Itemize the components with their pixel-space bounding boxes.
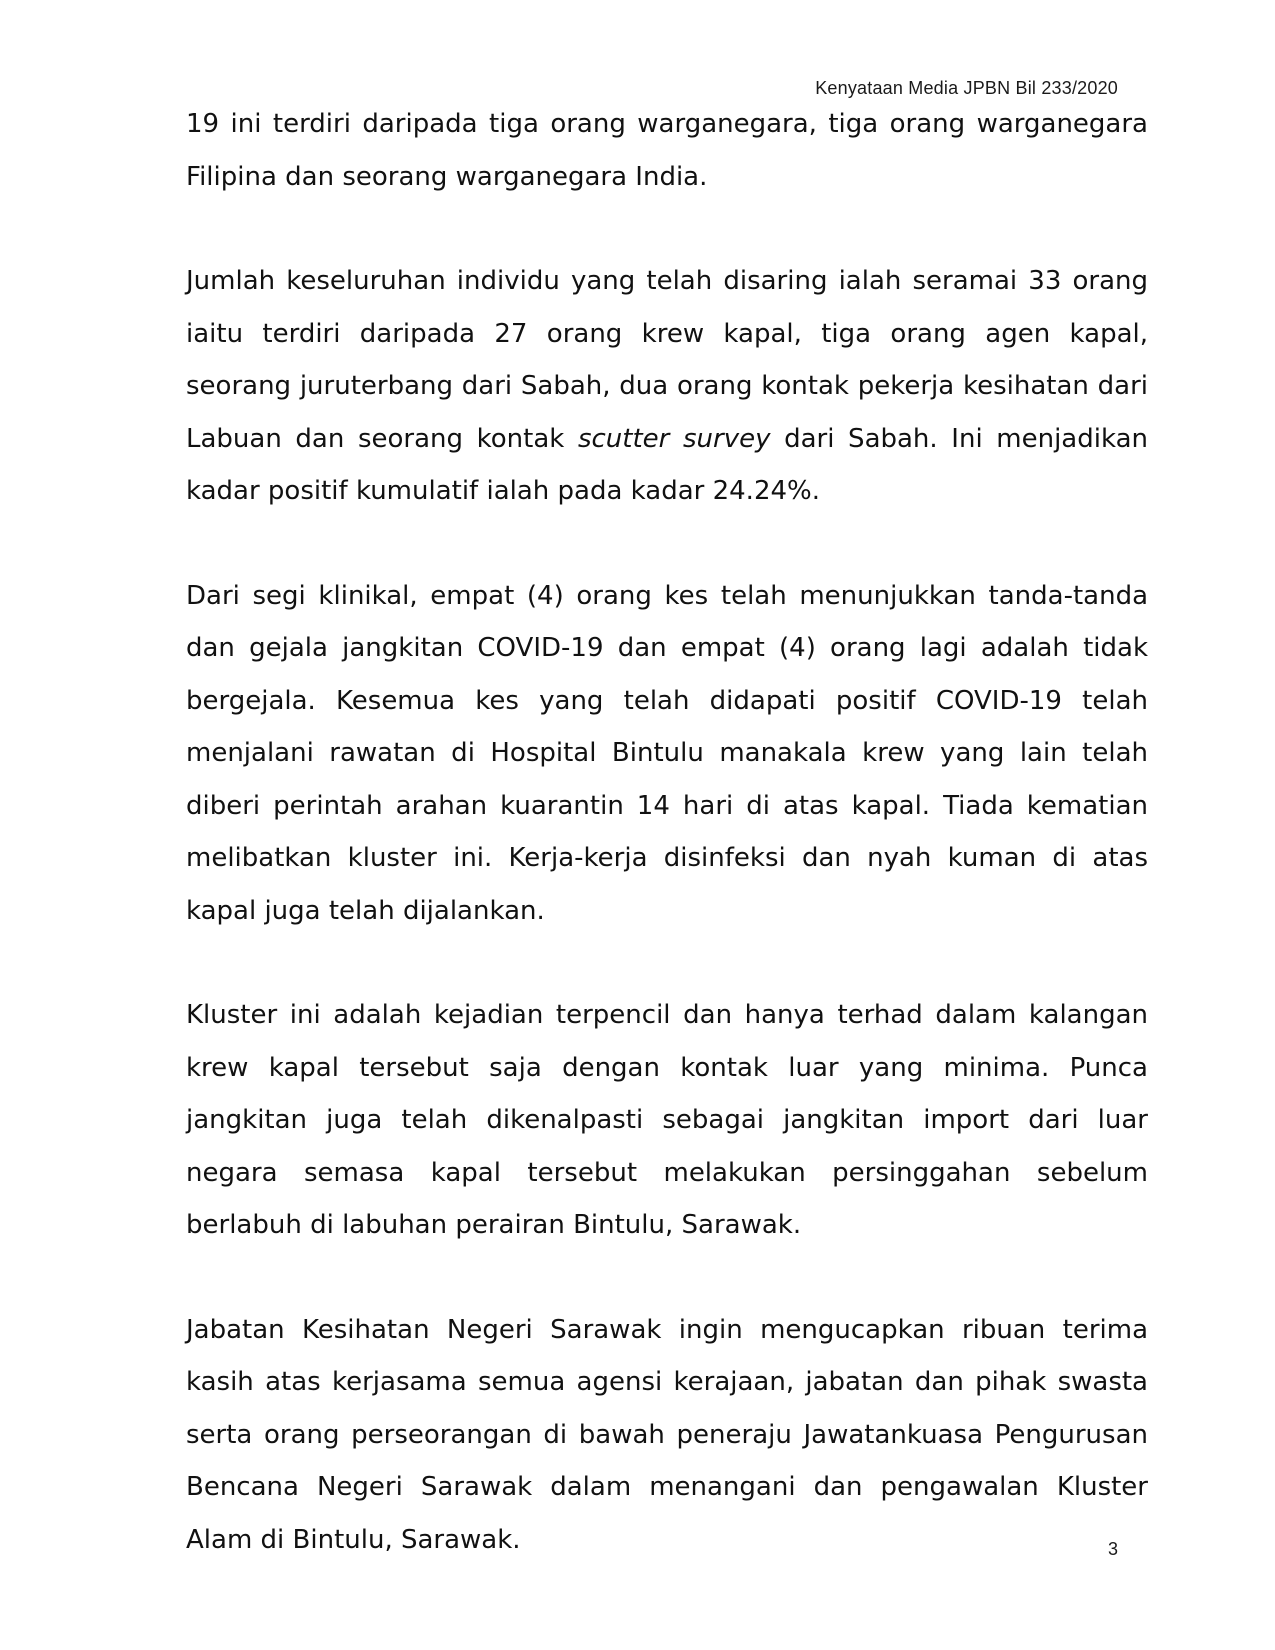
paragraph-nationality-breakdown: 19 ini terdiri daripada tiga orang warganegara, tiga orang warganegara Filipina dan seorang warganegara India. (186, 109, 1148, 192)
paragraph-screening-italic-term: scutter survey (577, 423, 771, 454)
paragraph-screening-text-before: Jumlah keseluruhan individu yang telah disaring ialah seramai 33 orang iaitu terdiri daripada 27 orang krew kapal, tiga orang agen kapal, seorang juruterbang dari Sabah, dua orang kontak pekerja kesihatan dari Labuan dan seorang kontak (186, 266, 1148, 454)
paragraph-screening-text-after: dari Sabah. Ini menjadikan kadar positif kumulatif ialah pada kadar 24.24%. (186, 423, 1148, 506)
paragraph-clinical-status: Dari segi klinikal, empat (4) orang kes telah menunjukkan tanda-tanda dan gejala jangkitan COVID-19 dan empat (4) orang lagi adalah tidak bergejala. Kesemua kes yang telah didapati positif COVID-19 telah menjalani rawatan di Hospital Bintulu manakala krew yang lain telah diberi perintah arahan kuarantin 14 hari di atas kapal. Tiada kematian melibatkan kluster ini. Kerja-kerja disinfeksi dan nyah kuman di atas kapal juga telah dijalankan. (186, 580, 1148, 926)
document-reference-header: Kenyataan Media JPBN Bil 233/2020 (815, 78, 1118, 98)
page-number: 3 (1107, 1539, 1118, 1559)
paragraph-screening-summary (186, 255, 1148, 518)
document-body (186, 98, 1148, 1618)
paragraph-cluster-origin: Kluster ini adalah kejadian terpencil dan hanya terhad dalam kalangan krew kapal tersebut saja dengan kontak luar yang minima. Punca jangkitan juga telah dikenalpasti sebagai jangkitan import dari luar negara semasa kapal tersebut melakukan persinggahan sebelum berlabuh di labuhan perairan Bintulu, Sarawak. (186, 1000, 1148, 1240)
paragraph-acknowledgement: Jabatan Kesihatan Negeri Sarawak ingin mengucapkan ribuan terima kasih atas kerjasama semua agensi kerajaan, jabatan dan pihak swasta serta orang perseorangan di bawah peneraju Jawatankuasa Pengurusan Bencana Negeri Sarawak dalam menangani dan pengawalan Kluster Alam di Bintulu, Sarawak. (186, 1314, 1148, 1555)
